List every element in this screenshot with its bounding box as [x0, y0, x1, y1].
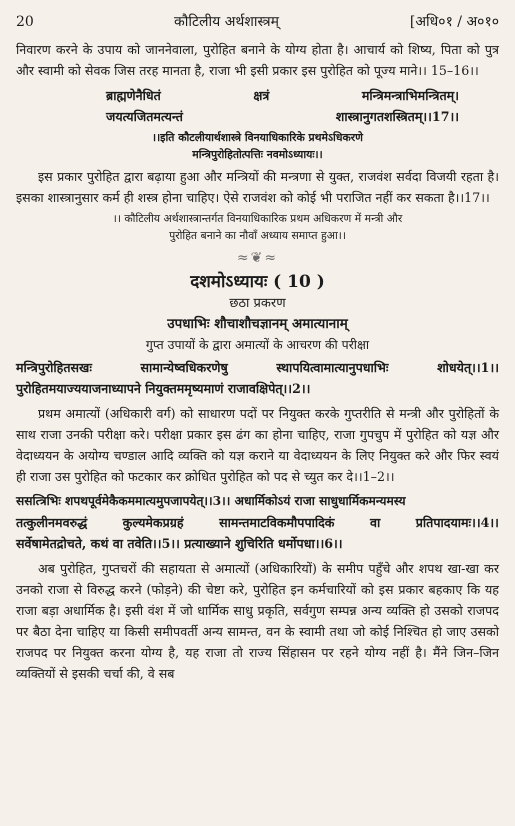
colophon-line: ।।इति कौटलीयार्थशास्त्रे विनयाधिकारिके प्रथमेऽधिकरणे	[152, 131, 363, 144]
colophon-line: मन्त्रिपुरोहितोत्पत्तिः नवमोऽध्यायः।।	[192, 148, 323, 161]
topic-heading: उपधाभिः शौचाशौचज्ञानम् अमात्यानाम्	[167, 316, 348, 332]
paragraph-4: अब पुरोहित, गुप्तचरों की सहायता से अमात्यों (अधिकारियों) के समीप पहुँचे और शपथ खा-खा कर उनको राजा से विरुद्ध करने (फोड़ने) की चेष्टा करे, पुरोहित इन कर्मचारियों को इस प्रकार बहकाए कि यह राजा बड़ा अधार्मिक है। इसी वंश में जो धार्मिक साधु प्रकृति, सर्वगुण सम्पन्न अन्य व्यक्ति हो उसको राजपद पर बैठा देना चाहिए या किसी समीपवर्ती अन्य सामन्त, वन के स्वामी तथा जो कोई निश्चित हो जाए उसको राजपद पर नियुक्त करना योग्य है, यह राजा तो राज्य सिंहासन पर रहने योग्य नहीं है। मैंने जिन–जिन व्यक्तियों से इसकी चर्चा की, वे सब	[16, 561, 499, 681]
shloka-word: शोधयेत्।।1।।	[437, 360, 499, 375]
book-title: कौटिलीय अर्थशास्त्रम्	[173, 14, 280, 30]
page-number: 20	[16, 14, 34, 30]
shloka-line: पुरोहितमयाज्ययाजनाध्यापने नियुक्तममृष्यमाणं राजावक्षिपेत्।।2।।	[16, 381, 311, 396]
verse-word: ब्राह्मणेनैधितं	[106, 88, 161, 103]
section-label: छठा प्रकरण	[229, 296, 286, 311]
colophon-line: ।। कौटिलीय अर्थशास्त्रान्तर्गत विनयाधिकारिक प्रथम अधिकरण में मन्त्री और	[112, 212, 403, 225]
shloka-word: कुल्यमेकप्रग्रहं	[122, 515, 184, 530]
hindi-colophon	[16, 210, 499, 244]
shloka-word: वा	[369, 515, 381, 530]
shloka-line: ससत्त्रिभिः शपथपूर्वमेकैकममात्यमुपजापयेत्।।3।। अधार्मिकोऽयं राजा साधुधार्मिकमन्यमस्य	[16, 494, 406, 508]
ornament-divider: ≈❦≈	[236, 250, 279, 266]
shloka-3-6	[16, 491, 499, 554]
verse-line-1	[16, 85, 499, 106]
chapter-heading: दशमोऽध्यायः ( 10 )	[190, 272, 325, 292]
paragraph-3: प्रथम अमात्यों (अधिकारी वर्ग) को साधारण पदों पर नियुक्त करके गुप्तरीति से मन्त्री और पुरोहितों के साथ राजा उनकी परीक्षा करे। परीक्षा प्रकार इस ढंग का होना चाहिए, राजा गुपचुप में पुरोहित को यज्ञ और वेदाध्ययन के अयोग्य चण्डाल आदि व्यक्ति को यज्ञ कराने या वेदाध्ययन के लिए नियुक्त करे और फिर स्वयं ही राजा उस पुरोहित को फटकार कर क्रोधित पुरोहित को पद से च्युत कर दे।।1–2।।	[16, 406, 499, 484]
paragraph-2: इस प्रकार पुरोहित द्वारा बढ़ाया हुआ और मन्त्रियों की मन्त्रणा से युक्त, राजवंश सर्वदा विजयी रहता है। इसका शास्त्रानुसार कर्म ही शस्त्र होना चाहिए। ऐसे राजवंश को कोई भी पराजित नहीं कर सकता है।।17।।	[16, 169, 499, 205]
verse-word: क्षत्रं	[253, 88, 270, 103]
shloka-line: सर्वेषामेतद्रोचते, कथं वा तवेति।।5।। प्रत्याख्याने शुचिरिति धर्मोपधा।।6।।	[16, 536, 343, 551]
verse-word: मन्त्रिमन्त्राभिमन्त्रितम्।	[361, 88, 459, 103]
verse-word: जयत्यजितमत्यन्तं	[106, 109, 183, 124]
sanskrit-colophon	[16, 129, 499, 163]
paragraph-1: निवारण करने के उपाय को जाननेवाला, पुरोहित बनाने के योग्य होता है। आचार्य को शिष्य, पिता को पुत्र और स्वामी को सेवक जिस तरह मानता है, राजा भी इसी प्रकार इस पुरोहित को पूज्य माने।। 15–16।।	[16, 42, 499, 78]
colophon-line: पुरोहित बनाने का नौवाँ अध्याय समाप्त हुआ।।	[169, 229, 346, 242]
shloka-word: स्थापयित्वामात्यानुपधाभिः	[276, 360, 389, 375]
topic-subtitle: गुप्त उपायों के द्वारा अमात्यों के आचरण की परीक्षा	[145, 337, 370, 352]
shloka-word: प्रतिपादयामः।।4।।	[415, 515, 499, 530]
shloka-1-2	[16, 357, 499, 399]
running-header	[16, 12, 499, 31]
shloka-word: मन्त्रिपुरोहितसखः	[16, 360, 92, 375]
verse-17	[16, 85, 499, 127]
shloka-line	[16, 512, 499, 533]
shloka-word: तत्कुलीनमवरुद्धं	[16, 515, 88, 530]
verse-line-2	[16, 106, 499, 127]
shloka-word: सामन्तमाटविकमौपपादिकं	[219, 515, 335, 530]
shloka-word: सामान्येष्वधिकरणेषु	[140, 360, 228, 375]
verse-word: शास्त्रानुगतशस्त्रितम्।।17।।	[335, 109, 459, 124]
shloka-line	[16, 357, 499, 378]
section-reference: [अधि०१ / अ०१०	[409, 14, 499, 30]
